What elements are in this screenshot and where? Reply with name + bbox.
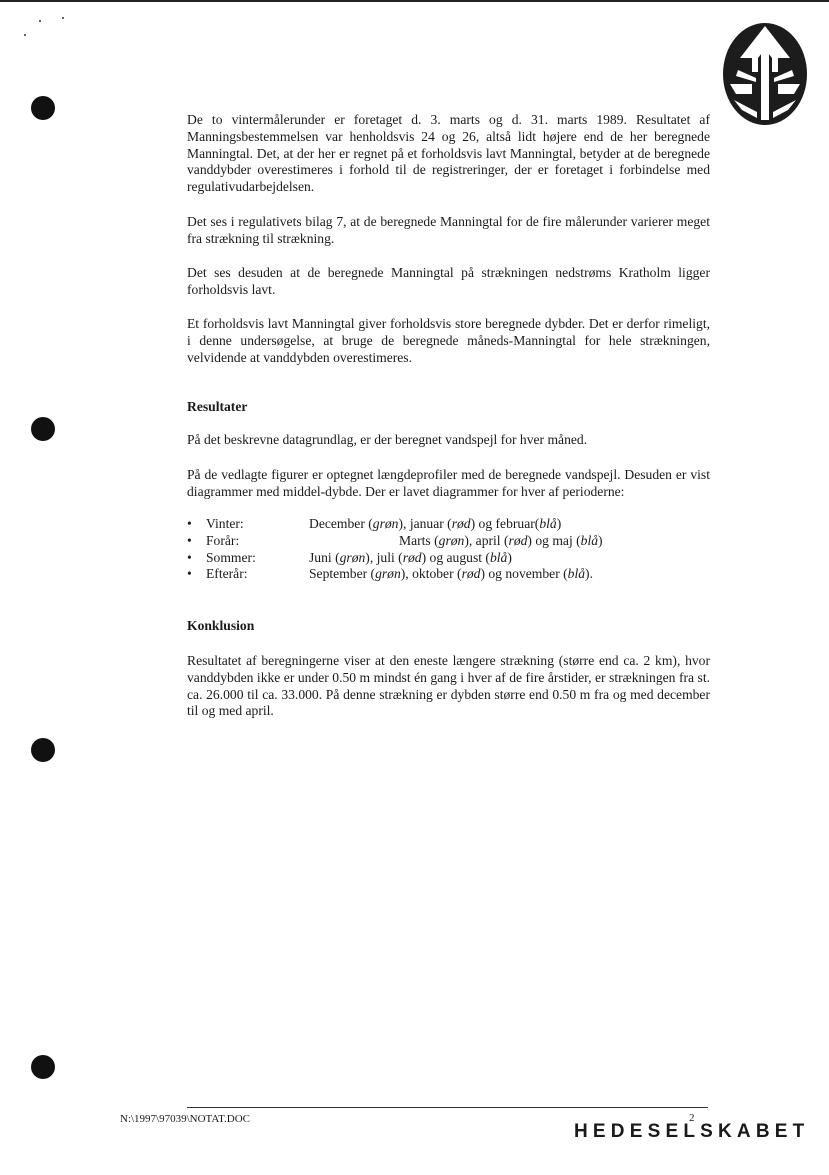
season-label: Efterår: bbox=[206, 566, 248, 582]
paragraph-text: Et forholdsvis lavt Manningtal giver forholdsvis store beregnede dybder. Det er derfor rimeligt, i denne undersøgelse, at bruge de beregnede måneds-Manningtal for hele strækningen, velvidende at vanddybden overestimeres. bbox=[187, 316, 710, 365]
bullet: • bbox=[187, 549, 192, 565]
scan-speck bbox=[62, 17, 64, 19]
paragraph-resultater-2 bbox=[187, 467, 710, 501]
bullet: • bbox=[187, 516, 192, 531]
paragraph-text: På det beskrevne datagrundlag, er der beregnet vandspejl for hver måned. bbox=[187, 432, 588, 447]
punch-hole-icon bbox=[31, 96, 55, 120]
season-label: Sommer: bbox=[206, 549, 256, 565]
paragraph-kratholm bbox=[187, 265, 710, 299]
bullet: • bbox=[187, 566, 192, 582]
brand-wordmark: HEDESELSKABET bbox=[574, 1121, 810, 1142]
season-list bbox=[187, 516, 627, 583]
heading-resultater: Resultater bbox=[187, 399, 248, 414]
paragraph-low-manning bbox=[187, 316, 710, 366]
scan-speck bbox=[39, 20, 41, 22]
list-item bbox=[187, 516, 627, 533]
paragraph-konklusion bbox=[187, 653, 710, 720]
season-label: Forår: bbox=[206, 532, 240, 548]
footer-rule bbox=[187, 1107, 708, 1108]
paragraph-text: På de vedlagte figurer er optegnet længdeprofiler med de beregnede vandspejl. Desuden er vist diagrammer med middel-dybde. Der er lavet diagrammer for hver af perioderne: bbox=[187, 467, 710, 499]
season-months: Juni (grøn), juli (rød) og august (blå) bbox=[309, 549, 512, 565]
paragraph-text: Det ses desuden at de beregnede Manningtal på strækningen nedstrøms Kratholm ligger forholdsvis lavt. bbox=[187, 265, 710, 297]
punch-hole-icon bbox=[31, 738, 55, 762]
heading-konklusion: Konklusion bbox=[187, 618, 255, 633]
paragraph-text: Resultatet af beregningerne viser at den eneste længere strækning (større end ca. 2 km), hvor vanddybden ikke er under 0.50 m mindst én gang i hver af de fire årstider, er strækningen fra st. ca. 26.000 til ca. 33.000. På denne strækning er dybden større end 0.50 m fra og med december til og med april. bbox=[187, 653, 710, 719]
list-item bbox=[187, 566, 627, 583]
scan-speck bbox=[24, 34, 26, 36]
paragraph-text: Det ses i regulativets bilag 7, at de beregnede Manningtal for de fire målerunder varierer meget fra strækning til strækning. bbox=[187, 214, 710, 246]
list-item bbox=[187, 533, 627, 550]
season-months: December (grøn), januar (rød) og februar(blå) bbox=[309, 516, 562, 531]
punch-hole-icon bbox=[31, 1055, 55, 1079]
paragraph-text: De to vintermålerunder er foretaget d. 3. marts og d. 31. marts 1989. Resultatet af Manningsbestemmelsen var henholdsvis 24 og 26, altså lidt højere end de her beregnede Manningtal. Det, at der her er regnet på et forholdsvis lavt Manningtal, betyder at de beregnede vanddybder overestimeres i forhold til de registreringer, der er foretaget i forbindelse med regulativudarbejdelsen. bbox=[187, 112, 710, 195]
paragraph-manning-measurements bbox=[187, 112, 710, 196]
bullet: • bbox=[187, 532, 192, 548]
season-months: Marts (grøn), april (rød) og maj (blå) bbox=[399, 532, 603, 548]
list-item bbox=[187, 550, 627, 567]
top-edge-line bbox=[0, 0, 829, 2]
footer-file-path: N:\1997\97039\NOTAT.DOC bbox=[120, 1113, 250, 1125]
hedeselskabet-logo-icon bbox=[722, 22, 808, 126]
paragraph-resultater-1 bbox=[187, 432, 710, 449]
punch-hole-icon bbox=[31, 417, 55, 441]
season-label: Vinter: bbox=[206, 516, 244, 531]
season-months: September (grøn), oktober (rød) og november (blå). bbox=[309, 566, 593, 582]
page-number: 2 bbox=[689, 1112, 695, 1124]
paragraph-regulativ-bilag bbox=[187, 214, 710, 248]
